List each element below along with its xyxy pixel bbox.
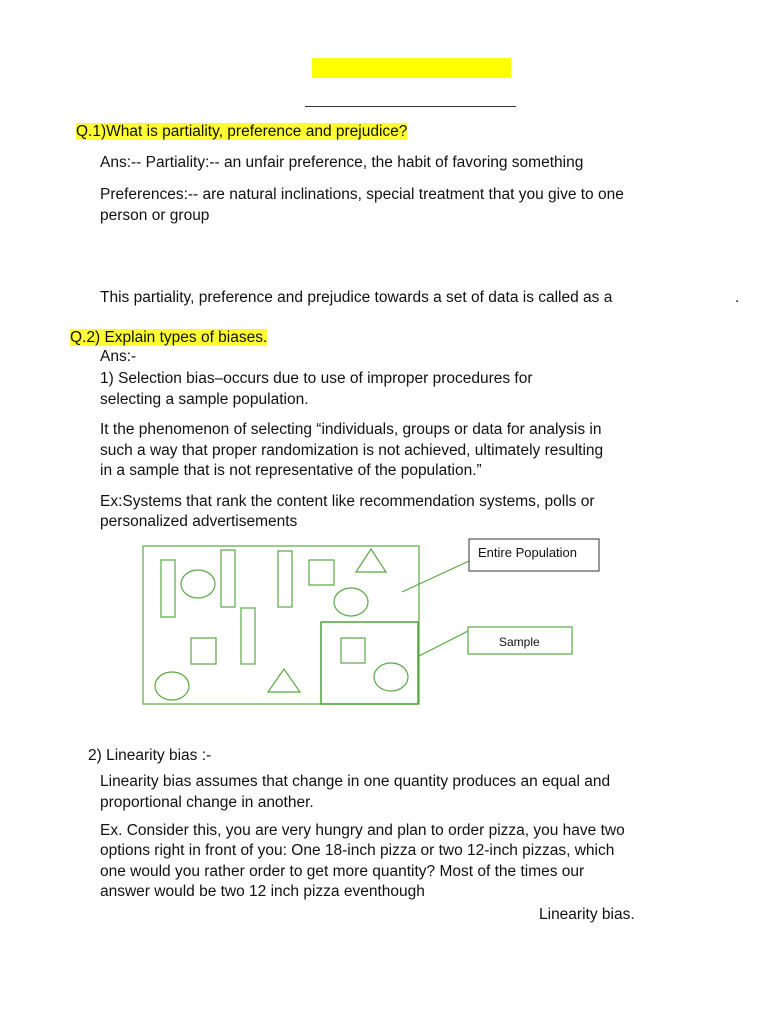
shape-square xyxy=(341,638,365,663)
sample-connector xyxy=(419,631,468,656)
linearity-line-2: proportional change in another. xyxy=(100,794,314,811)
linearity-example-3: one would you rather order to get more quantity? Most of the times our xyxy=(100,863,585,880)
shape-square xyxy=(191,638,216,664)
linearity-example-4: answer would be two 12 inch pizza eventhough xyxy=(100,883,425,900)
shape-rect xyxy=(161,560,175,617)
phenomenon-line-2: such a way that proper randomization is not achieved, ultimately resulting xyxy=(100,442,604,459)
q1-preferences-line2: person or group xyxy=(100,207,210,224)
example-line-2: personalized advertisements xyxy=(100,513,298,530)
population-label: Entire Population xyxy=(478,545,578,560)
shape-triangle xyxy=(268,669,300,692)
q1-question-text: Q.1)What is partiality, preference and prejudice? xyxy=(76,123,408,140)
sample-label: Sample xyxy=(499,635,540,649)
shape-ellipse xyxy=(334,588,368,616)
q2-ans: Ans:- xyxy=(100,348,137,365)
sample-box xyxy=(321,622,418,704)
shape-square xyxy=(309,560,334,585)
q1-summary: This partiality, preference and prejudice towards a set of data is called as a xyxy=(100,289,613,306)
phenomenon-line-3: in a sample that is not representative of the population.” xyxy=(100,462,482,479)
linearity-end: Linearity bias. xyxy=(539,906,635,923)
shape-ellipse xyxy=(181,570,215,598)
shape-rect xyxy=(241,608,255,664)
linearity-bias-title: 2) Linearity bias :- xyxy=(88,747,212,764)
q2-question-text: Q.2) Explain types of biases. xyxy=(70,329,268,346)
population-box xyxy=(143,546,419,704)
shape-ellipse xyxy=(374,663,408,691)
q1-preferences-line1: Preferences:-- are natural inclinations, special treatment that you give to one xyxy=(100,186,624,203)
linearity-example-2: options right in front of you: One 18-inch pizza or two 12-inch pizzas, which xyxy=(100,842,615,859)
q1-summary-end: . xyxy=(735,289,740,306)
linearity-line-1: Linearity bias assumes that change in one quantity produces an equal and xyxy=(100,773,611,790)
shape-triangle xyxy=(356,549,386,572)
population-connector xyxy=(402,561,469,592)
selection-bias-title-1: 1) Selection bias–occurs due to use of improper procedures for xyxy=(100,370,533,387)
phenomenon-line-1: It the phenomenon of selecting “individuals, groups or data for analysis in xyxy=(100,421,602,438)
shape-rect xyxy=(221,550,235,607)
example-line-1: Ex:Systems that rank the content like recommendation systems, polls or xyxy=(100,493,595,510)
linearity-example-1: Ex. Consider this, you are very hungry and plan to order pizza, you have two xyxy=(100,822,625,839)
selection-bias-title-2: selecting a sample population. xyxy=(100,391,309,408)
q1-answer-line: Ans:-- Partiality:-- an unfair preference, the habit of favoring something xyxy=(100,154,584,171)
shape-rect xyxy=(278,551,292,607)
shape-ellipse xyxy=(155,672,189,700)
